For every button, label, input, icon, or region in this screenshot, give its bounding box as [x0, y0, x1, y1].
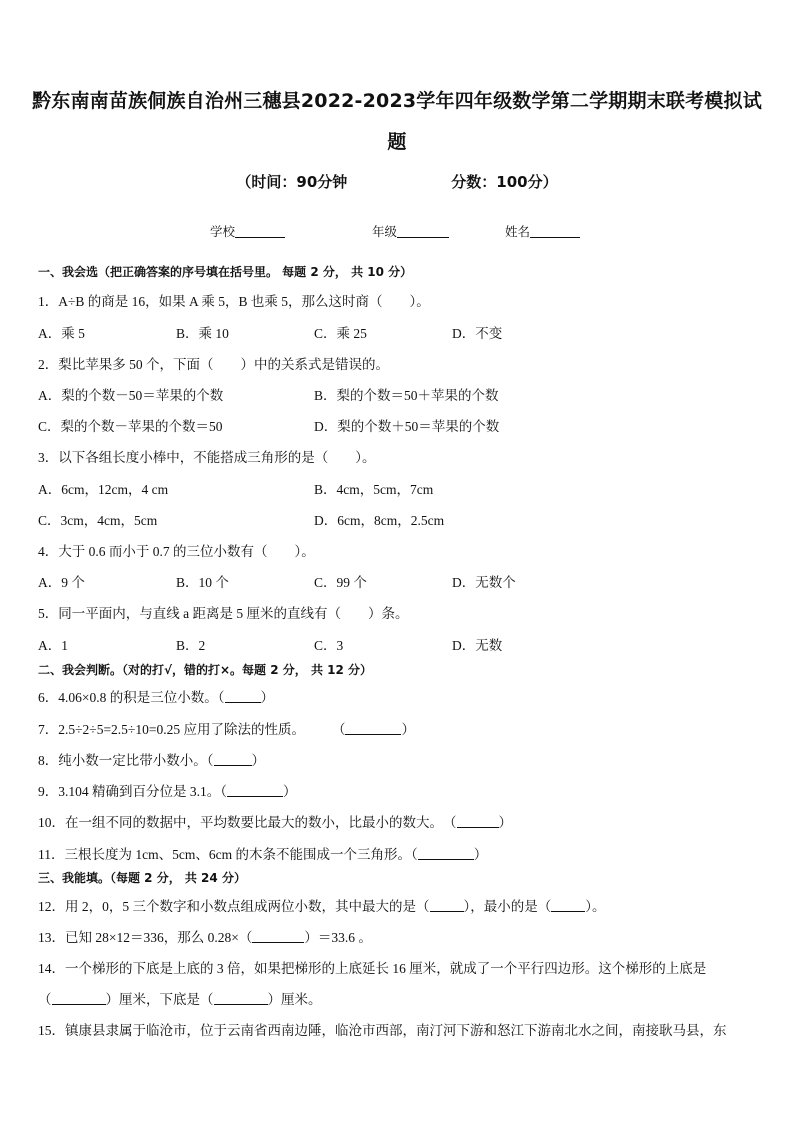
question-15: 15．镇康县隶属于临沧市，位于云南省西南边陲，临沧市西部，南汀河下游和怒江下游南北水之间，南接耿马县，东 — [38, 1023, 727, 1038]
school-label: 学校 — [210, 224, 236, 239]
q2-option-a: A．梨的个数－50＝苹果的个数 — [38, 388, 224, 403]
q1-option-c: C．乘 25 — [314, 326, 367, 341]
q14-bottom-base-blank[interactable] — [214, 992, 268, 1005]
question-9: 9．3.104 精确到百分位是 3.1。（ ） — [38, 784, 297, 799]
q2-option-c: C．梨的个数－苹果的个数＝50 — [38, 419, 223, 434]
school-blank[interactable] — [235, 224, 285, 238]
q1-option-a: A．乘 5 — [38, 326, 85, 341]
q5-option-a: A．1 — [38, 638, 68, 653]
question-7: 7．2.5÷2÷5=2.5÷10=0.25 应用了除法的性质。 （ ） — [38, 722, 415, 737]
question-6: 6．4.06×0.8 的积是三位小数。（ ） — [38, 690, 274, 705]
q4-option-b: B．10 个 — [176, 575, 229, 590]
grade-field[interactable] — [372, 222, 449, 240]
question-10: 10．在一组不同的数据中，平均数要比最大的数小，比最小的数大。 （ ） — [38, 815, 512, 830]
question-3: 3．以下各组长度小棒中，不能搭成三角形的是（ ）。 — [38, 450, 376, 465]
question-11: 11．三根长度为 1cm、5cm、6cm 的木条不能围成一个三角形。（ ） — [38, 847, 488, 862]
q4-option-c: C．99 个 — [314, 575, 367, 590]
q2-option-d: D．梨的个数＋50＝苹果的个数 — [314, 419, 500, 434]
q12-min-blank[interactable] — [551, 899, 585, 912]
q13-answer-blank[interactable] — [252, 930, 304, 943]
q8-answer-blank[interactable] — [214, 753, 252, 766]
exam-subtitle — [0, 171, 794, 192]
section-3-heading: 三、我能填。（每题 2 分， 共 24 分） — [38, 871, 246, 885]
question-1: 1．A÷B 的商是 16，如果 A 乘 5，B 也乘 5，那么这时商（ ）。 — [38, 294, 430, 309]
q1-option-d: D．不变 — [452, 326, 503, 341]
q1-option-b: B．乘 10 — [176, 326, 229, 341]
grade-blank[interactable] — [397, 224, 449, 238]
q6-answer-blank[interactable] — [225, 690, 261, 703]
name-field[interactable] — [505, 222, 580, 240]
q5-option-b: B．2 — [176, 638, 206, 653]
school-field[interactable] — [210, 222, 285, 240]
question-8: 8．纯小数一定比带小数小。（ ） — [38, 753, 265, 768]
q14-top-base-blank[interactable] — [52, 992, 106, 1005]
score-info: 分数：100分） — [451, 173, 558, 191]
q4-option-a: A．9 个 — [38, 575, 85, 590]
q4-option-d: D．无数个 — [452, 575, 516, 590]
name-blank[interactable] — [530, 224, 580, 238]
question-12: 12．用 2，0，5 三个数字和小数点组成两位小数，其中最大的是（ ），最小的是（ ）。 — [38, 899, 606, 914]
q3-option-b: B．4cm，5cm，7cm — [314, 482, 434, 497]
q3-option-a: A．6cm，12cm，4 cm — [38, 482, 169, 497]
q3-option-c: C．3cm，4cm，5cm — [38, 513, 158, 528]
q9-answer-blank[interactable] — [227, 784, 283, 797]
q5-option-c: C．3 — [314, 638, 344, 653]
section-2-heading: 二、我会判断。（对的打√，错的打×。每题 2 分， 共 12 分） — [38, 663, 372, 677]
q7-answer-blank[interactable] — [345, 722, 401, 735]
question-14-cont: （ ）厘米，下底是（ ）厘米。 — [38, 992, 322, 1007]
q2-option-b: B．梨的个数＝50＋苹果的个数 — [314, 388, 499, 403]
q3-option-d: D．6cm，8cm，2.5cm — [314, 513, 445, 528]
q12-max-blank[interactable] — [430, 899, 464, 912]
exam-title-line1: 黔东南南苗族侗族自治州三穗县2022-2023学年四年级数学第二学期期末联考模拟试 — [32, 90, 762, 112]
q5-option-d: D．无数 — [452, 638, 503, 653]
name-label: 姓名 — [505, 224, 531, 239]
section-1-heading: 一、我会选（把正确答案的序号填在括号里。 每题 2 分， 共 10 分） — [38, 265, 413, 279]
question-14: 14．一个梯形的下底是上底的 3 倍，如果把梯形的上底延长 16 厘米，就成了一个平行四边形。这个梯形的上底是 — [38, 961, 707, 976]
question-5: 5．同一平面内，与直线 a 距离是 5 厘米的直线有（ ）条。 — [38, 606, 409, 621]
grade-label: 年级 — [372, 224, 398, 239]
exam-title-line2: 题 — [387, 131, 407, 153]
question-2: 2．梨比苹果多 50 个，下面（ ）中的关系式是错误的。 — [38, 357, 389, 372]
question-4: 4．大于 0.6 而小于 0.7 的三位小数有（ ）。 — [38, 544, 315, 559]
time-info: （时间：90分钟 — [236, 173, 348, 191]
question-13: 13．已知 28×12＝336，那么 0.28×（ ）＝33.6 。 — [38, 930, 372, 945]
q10-answer-blank[interactable] — [457, 815, 499, 828]
q11-answer-blank[interactable] — [418, 847, 474, 860]
